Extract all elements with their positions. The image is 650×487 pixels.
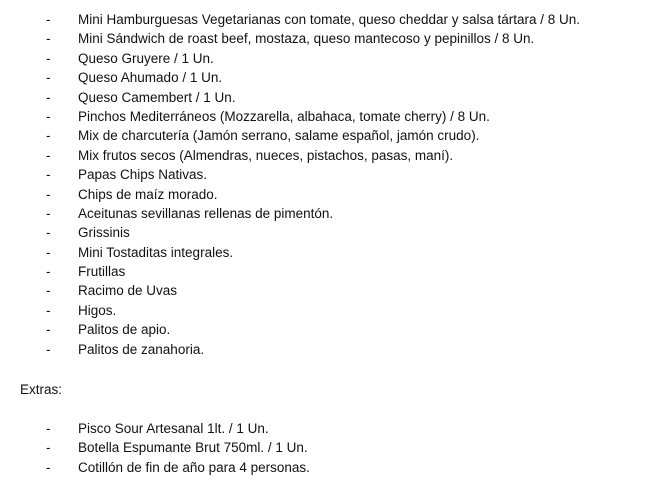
list-item [0, 204, 650, 223]
list-bullet: - [46, 244, 51, 260]
list-item-text: Mini Tostaditas integrales. [78, 244, 234, 260]
list-item-text: Papas Chips Nativas. [78, 167, 208, 183]
list-item-text: Cotillón de fin de año para 4 personas. [78, 459, 310, 475]
list-item [0, 223, 650, 242]
list-item-text: Pinchos Mediterráneos (Mozzarella, albahaca, tomate cherry) / 8 Un. [78, 108, 490, 124]
list-bullet: - [46, 108, 51, 124]
list-bullet: - [46, 147, 51, 163]
list-item [0, 146, 650, 165]
list-item [0, 29, 650, 48]
list-item-text: Mini Hamburguesas Vegetarianas con tomate, queso cheddar y salsa tártara / 8 Un. [78, 12, 581, 27]
list-item [0, 262, 650, 281]
list-item [0, 281, 650, 300]
list-item [0, 126, 650, 145]
list-item-text: Higos. [78, 302, 117, 318]
list-item-text: Chips de maíz morado. [78, 186, 218, 202]
list-item-text: Palitos de zanahoria. [78, 341, 205, 357]
list-bullet: - [46, 186, 51, 202]
list-bullet: - [46, 50, 51, 66]
list-item-text: Queso Gruyere / 1 Un. [78, 50, 214, 66]
list-bullet: - [46, 225, 51, 241]
list-item-text: Aceitunas sevillanas rellenas de pimentón. [78, 205, 334, 221]
list-bullet: - [46, 283, 51, 299]
list-item [0, 10, 650, 29]
list-item-text: Queso Camembert / 1 Un. [78, 89, 236, 105]
list-item [0, 340, 650, 359]
list-bullet: - [46, 205, 51, 221]
list-bullet: - [46, 70, 51, 86]
list-bullet: - [46, 440, 51, 456]
list-item-text: Palitos de apio. [78, 322, 171, 338]
list-item [0, 88, 650, 107]
list-item-text: Mix frutos secos (Almendras, nueces, pistachos, pasas, maní). [78, 147, 454, 163]
list-item-text: Frutillas [78, 264, 126, 280]
list-item-text: Grissinis [78, 225, 130, 241]
list-item-text: Botella Espumante Brut 750ml. / 1 Un. [78, 440, 308, 456]
list-bullet: - [46, 12, 51, 27]
list-bullet: - [46, 264, 51, 280]
list-item [0, 107, 650, 126]
list-item-text: Racimo de Uvas [78, 283, 178, 299]
list-bullet: - [46, 302, 51, 318]
list-item [0, 438, 650, 457]
list-bullet: - [46, 31, 51, 47]
extras-heading: Extras: [20, 382, 63, 397]
list-item [0, 320, 650, 339]
list-item-text: Mix de charcutería (Jamón serrano, salame español, jamón crudo). [78, 128, 480, 144]
list-item [0, 185, 650, 204]
extras-list [0, 419, 650, 477]
list-bullet: - [46, 89, 51, 105]
list-item [0, 419, 650, 438]
list-bullet: - [46, 459, 51, 475]
list-bullet: - [46, 322, 51, 338]
list-item [0, 243, 650, 262]
menu-items-list [0, 10, 650, 359]
list-item [0, 49, 650, 68]
list-bullet: - [46, 421, 51, 436]
list-item [0, 68, 650, 87]
list-bullet: - [46, 341, 51, 357]
list-item [0, 458, 650, 477]
list-bullet: - [46, 167, 51, 183]
list-item-text: Pisco Sour Artesanal 1lt. / 1 Un. [78, 421, 269, 436]
list-item [0, 165, 650, 184]
list-item-text: Queso Ahumado / 1 Un. [78, 70, 223, 86]
list-bullet: - [46, 128, 51, 144]
list-item [0, 301, 650, 320]
list-item-text: Mini Sándwich de roast beef, mostaza, queso mantecoso y pepinillos / 8 Un. [78, 31, 535, 47]
